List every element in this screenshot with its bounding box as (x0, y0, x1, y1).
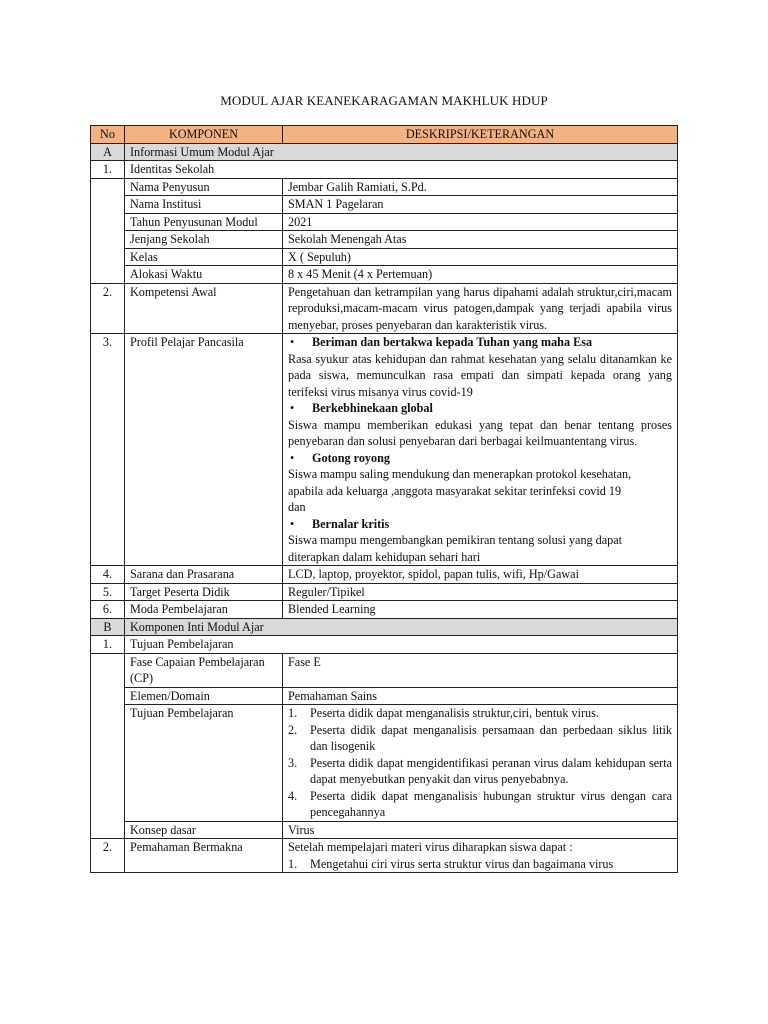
pemahaman-row (91, 839, 678, 873)
list-item (288, 450, 672, 467)
profil-heading: Berkebhinekaan global (312, 401, 433, 415)
list-text: Mengetahui ciri virus serta struktur virus dan bagaimana virus (310, 856, 614, 871)
field-value: X ( Sepuluh) (283, 248, 678, 266)
header-deskripsi: DESKRIPSI/KETERANGAN (283, 126, 678, 144)
field-value: SMAN 1 Pagelaran (283, 196, 678, 214)
list-number: 4. (288, 788, 298, 803)
kompetensi-awal-row (91, 283, 678, 334)
blank-cell (91, 653, 125, 839)
list-text: Peserta didik dapat mengidentifikasi peranan virus dalam kehidupan serta dapat menyebutkan penyakit dan virus penyebabnya. (310, 755, 672, 786)
field-label: Sarana dan Prasarana (125, 566, 283, 584)
pemahaman-content (283, 839, 678, 873)
field-label: Kompetensi Awal (125, 283, 283, 334)
bullet-icon: • (290, 401, 295, 415)
table-header-row (91, 126, 678, 144)
field-label: Jenjang Sekolah (125, 231, 283, 249)
field-value: Pemahaman Sains (283, 687, 678, 705)
list-text: Peserta didik dapat menganalisis hubungan struktur virus dengan cara pencegahannya (310, 788, 672, 819)
profil-text: Siswa mampu saling mendukung dan menerapkan protokol kesehatan, apabila ada keluarga ,anggota masyarakat sekitar terinfeksi covid 19 dan (288, 467, 632, 514)
tujuan-list (283, 705, 678, 822)
field-label: Target Peserta Didik (125, 583, 283, 601)
row-number: 2. (91, 839, 125, 873)
table-row (91, 178, 678, 196)
field-value: Sekolah Menengah Atas (283, 231, 678, 249)
field-label: Kelas (125, 248, 283, 266)
document-title: MODUL AJAR KEANEKARAGAMAN MAKHLUK HDUP (220, 93, 548, 108)
list-number: 2. (288, 722, 298, 737)
list-item (288, 856, 672, 873)
list-text: Peserta didik dapat menganalisis persamaan dan perbedaan siklus litik dan lisogenik (310, 722, 672, 753)
field-label: Alokasi Waktu (125, 266, 283, 284)
row-number: 2. (91, 283, 125, 334)
header-no: No (91, 126, 125, 144)
list-item (288, 755, 672, 788)
list-item (288, 400, 672, 417)
bullet-icon: • (290, 450, 295, 465)
field-value: Pengetahuan dan ketrampilan yang harus dipahami adalah struktur,ciri,macam reproduksi,macam-macam virus patogen,dampak yang terjadi apabila virus menyebar, proses penyebaran dan karakteristik virus. (283, 283, 678, 334)
list-item (288, 788, 672, 821)
field-label: Moda Pembelajaran (125, 601, 283, 619)
table-row (91, 196, 678, 214)
profil-text: Rasa syukur atas kehidupan dan rahmat kesehatan yang selalu ditanamkan ke pada siswa, memunculkan rasa empati dan simpati kepada orang yang terifeksi virus misanya virus covid-19 (288, 351, 672, 399)
field-label: Nama Penyusun (125, 178, 283, 196)
profil-heading: Gotong royong (312, 450, 390, 465)
section-a-no: A (91, 143, 125, 161)
table-row (91, 213, 678, 231)
profil-pelajar-row (91, 334, 678, 566)
profil-heading: Bernalar kritis (312, 516, 390, 531)
moda-row (91, 601, 678, 619)
list-item (288, 334, 672, 351)
pemahaman-intro: Setelah mempelajari materi virus diharapkan siswa dapat : (288, 840, 573, 854)
section-a-label: Informasi Umum Modul Ajar (125, 143, 678, 161)
list-number: 3. (288, 755, 298, 770)
list-number: 1. (288, 706, 298, 720)
list-number: 1. (288, 856, 298, 871)
tujuan-label: Tujuan Pembelajaran (125, 636, 678, 654)
module-table (90, 125, 678, 873)
table-row (91, 248, 678, 266)
field-value: LCD, laptop, proyektor, spidol, papan tulis, wifi, Hp/Gawai (283, 566, 678, 584)
row-number: 4. (91, 566, 125, 584)
blank-cell (91, 178, 125, 283)
list-item (288, 516, 672, 533)
table-row (91, 231, 678, 249)
field-value: 2021 (283, 213, 678, 231)
field-label: Konsep dasar (125, 821, 283, 839)
list-item (288, 705, 672, 722)
profil-text: Siswa mampu mengembangkan pemikiran tentang solusi yang dapat diterapkan dalam kehidupan sehari hari (288, 533, 623, 564)
identitas-label: Identitas Sekolah (125, 161, 678, 179)
field-value: Blended Learning (283, 601, 678, 619)
field-label: Fase Capaian Pembelajaran (CP) (125, 653, 283, 687)
list-item (288, 722, 672, 755)
field-label: Tahun Penyusunan Modul (125, 213, 283, 231)
field-value: 8 x 45 Menit (4 x Pertemuan) (283, 266, 678, 284)
table-row (91, 266, 678, 284)
field-label: Nama Institusi (125, 196, 283, 214)
table-row (91, 653, 678, 687)
section-b-row (91, 618, 678, 636)
field-label: Pemahaman Bermakna (125, 839, 283, 873)
profil-list (283, 334, 678, 566)
row-number: 6. (91, 601, 125, 619)
field-value: Virus (283, 821, 678, 839)
profil-text: Siswa mampu memberikan edukasi yang tepat dan benar tentang proses penyebaran dan solusi penyebaran dari berbagai keilmuantentang virus. (288, 417, 672, 448)
bullet-icon: • (290, 335, 295, 349)
section-b-label: Komponen Inti Modul Ajar (125, 618, 678, 636)
section-b-no: B (91, 618, 125, 636)
row-number: 5. (91, 583, 125, 601)
bullet-icon: • (290, 516, 295, 531)
field-label: Elemen/Domain (125, 687, 283, 705)
tujuan-header-row (91, 636, 678, 654)
identitas-row (91, 161, 678, 179)
table-row (91, 687, 678, 705)
header-komponen: KOMPONEN (125, 126, 283, 144)
table-row (91, 705, 678, 822)
row-number: 3. (91, 334, 125, 566)
field-value: Reguler/Tipikel (283, 583, 678, 601)
row-number: 1. (91, 161, 125, 179)
field-value: Jembar Galih Ramiati, S.Pd. (283, 178, 678, 196)
list-text: Peserta didik dapat menganalisis struktur,ciri, bentuk virus. (310, 706, 599, 720)
field-value: Fase E (283, 653, 678, 687)
table-row (91, 821, 678, 839)
profil-heading: Beriman dan bertakwa kepada Tuhan yang maha Esa (312, 335, 593, 349)
field-label: Profil Pelajar Pancasila (125, 334, 283, 566)
target-row (91, 583, 678, 601)
row-number: 1. (91, 636, 125, 654)
sarana-row (91, 566, 678, 584)
section-a-row (91, 143, 678, 161)
field-label: Tujuan Pembelajaran (125, 705, 283, 822)
